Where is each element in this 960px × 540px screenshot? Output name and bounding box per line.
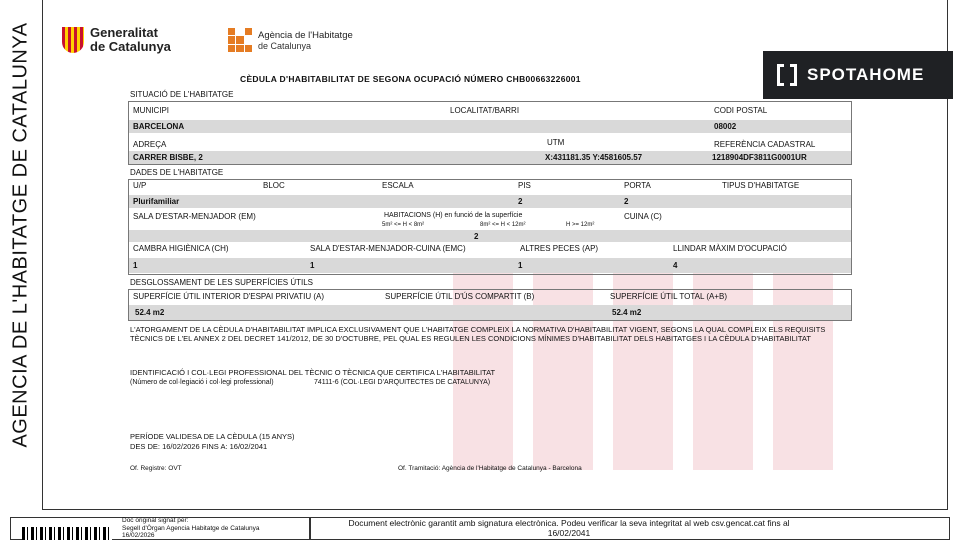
validesa-heading: PERÍODE VALIDESA DE LA CÈDULA (15 ANYS) xyxy=(130,432,295,441)
llindar-label: LLINDAR MÀXIM D'OCUPACIÓ xyxy=(673,244,787,253)
municipi-label: MUNICIPI xyxy=(133,106,169,115)
codi-postal-value: 08002 xyxy=(714,122,737,131)
catalan-flag-icon xyxy=(62,27,84,53)
utm-label: UTM xyxy=(547,138,565,147)
agencia-grid-icon xyxy=(228,28,252,52)
superficie-compartit-label: SUPERFÍCIE ÚTIL D'ÚS COMPARTIT (B) xyxy=(385,292,535,301)
situacio-heading: SITUACIÓ DE L'HABITATGE xyxy=(130,90,234,99)
superficie-interior-label: SUPERFÍCIE ÚTIL INTERIOR D'ESPAI PRIVATIU (A) xyxy=(133,292,325,301)
ch-value: 1 xyxy=(133,261,138,270)
dades-heading: DADES DE L'HABITATGE xyxy=(130,168,224,177)
habitacions-value: 2 xyxy=(474,232,479,241)
superficie-interior-value: 52.4 m2 xyxy=(135,308,165,317)
footer-verification: Document electrònic garantit amb signatura electrònica. Podeu verificar la seva integritat al web csv.gencat.cat fins al 16/02/2041 xyxy=(348,518,790,538)
superficie-total-label: SUPERFÍCIE ÚTIL TOTAL (A+B) xyxy=(610,292,727,301)
utm-value: X:431181.35 Y:4581605.57 xyxy=(545,153,643,162)
ap-label: ALTRES PECES (AP) xyxy=(520,244,599,253)
document-title: CÈDULA D'HABITABILITAT DE SEGONA OCUPACIÓ NÚMERO CHB00663226001 xyxy=(240,74,581,84)
municipi-value: BARCELONA xyxy=(133,122,185,131)
ref-cadastral-value: 1218904DF3811G0001UR xyxy=(712,153,807,162)
superficies-heading: DESGLOSSAMENT DE LES SUPERFÍCIES ÚTILS xyxy=(130,278,314,287)
ch-label: CAMBRA HIGIÈNICA (CH) xyxy=(133,244,229,253)
porta-label: PORTA xyxy=(624,181,651,190)
localitat-label: LOCALITAT/BARRI xyxy=(450,106,520,115)
codi-postal-label: CODI POSTAL xyxy=(714,106,768,115)
generalitat-logo: Generalitat de Catalunya xyxy=(62,26,171,54)
spotahome-badge: SPOTAHOME xyxy=(763,51,953,99)
bloc-label: BLOC xyxy=(263,181,285,190)
of-tramitacio: Of. Tramitació: Agència de l'Habitatge de Catalunya - Barcelona xyxy=(398,465,582,472)
ap-value: 1 xyxy=(518,261,523,270)
porta-value: 2 xyxy=(624,197,629,206)
footer-signat: Doc original signat per: Segell d'Òrgan Agencia Habitatge de Catalunya 16/02/2026 xyxy=(122,517,260,539)
llindar-value: 4 xyxy=(673,261,678,270)
validesa-dates: DES DE: 16/02/2026 FINS A: 16/02/2041 xyxy=(130,442,268,451)
adreca-label: ADREÇA xyxy=(133,140,167,149)
spotahome-bracket-icon xyxy=(777,64,797,86)
pis-label: PIS xyxy=(518,181,531,190)
qr-code-icon xyxy=(22,527,112,540)
habitacions-label: HABITACIONS (H) en funció de la superfície xyxy=(384,212,523,219)
adreca-value: CARRER BISBE, 2 xyxy=(133,153,203,162)
pis-value: 2 xyxy=(518,197,523,206)
em-label: SALA D'ESTAR-MENJADOR (EM) xyxy=(133,212,256,221)
superficie-total-value: 52.4 m2 xyxy=(612,308,642,317)
emc-value: 1 xyxy=(310,261,315,270)
escala-label: ESCALA xyxy=(382,181,414,190)
legal-text: L'ATORGAMENT DE LA CÈDULA D'HABITABILITAT IMPLICA EXCLUSIVAMENT QUE L'HABITATGE COMPLEIX LA NORMATIVA D'HABITABILITAT VIGENT, SEGONS LA QUAL COMPLEIX ELS REQUISITS TÈCNICS DE L'EL ANNEX 2 DEL DECRET 141/2012, DE 30 D'OCTUBRE, PEL QUAL ES REGULEN LES CONDICIONS MÍNIMES D'HABITABILITAT DELS HABITATGES I LA CÈDULA D'HABITABILITAT xyxy=(130,325,826,343)
up-label: U/P xyxy=(133,181,147,190)
tecnic-heading: IDENTIFICACIÓ I COL·LEGI PROFESSIONAL DEL TÈCNIC O TÈCNICA QUE CERTIFICA L'HABITABILITAT xyxy=(130,368,496,377)
of-registre: Of. Registre: OVT xyxy=(130,465,182,472)
agencia-habitatge-logo: Agència de l'Habitatge de Catalunya xyxy=(228,28,353,52)
side-vertical-text: AGENCIA DE L'HABITATGE DE CATALUNYA xyxy=(9,22,32,448)
up-value: Plurifamiliar xyxy=(133,197,180,206)
ref-cadastral-label: REFERÈNCIA CADASTRAL xyxy=(714,140,816,149)
tecnic-numero-value: 74111-6 (COL·LEGI D'ARQUITECTES DE CATALUNYA) xyxy=(314,379,491,386)
emc-label: SALA D'ESTAR-MENJADOR-CUINA (EMC) xyxy=(310,244,466,253)
hab-range-3: H >= 12m² xyxy=(566,222,595,228)
tecnic-numero-label: (Número de col·legiació i col·legi professional) xyxy=(130,379,274,386)
hab-range-2: 8m² <= H < 12m² xyxy=(480,222,526,228)
tipus-label: TIPUS D'HABITATGE xyxy=(722,181,800,190)
cuina-label: CUINA (C) xyxy=(624,212,662,221)
hab-range-1: 5m² <= H < 8m² xyxy=(382,222,425,228)
